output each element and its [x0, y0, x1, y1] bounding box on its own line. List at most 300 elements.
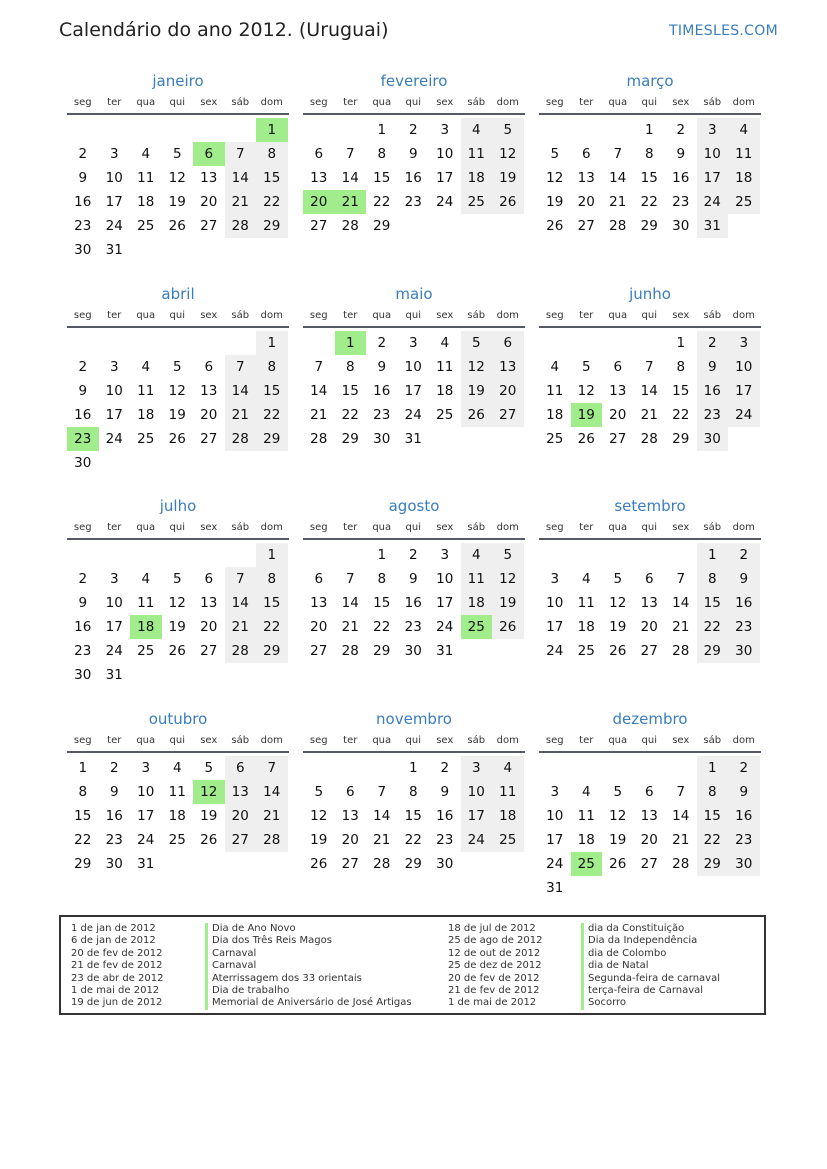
day-cell: 19: [609, 619, 627, 635]
day-cell: 22: [404, 832, 422, 848]
holiday-legend: [59, 915, 766, 1015]
day-cell: 30: [74, 667, 92, 683]
day-cell: 10: [436, 146, 454, 162]
day-cell: 28: [225, 639, 257, 663]
day-cell: 26: [168, 643, 186, 659]
weekday-label: dom: [732, 310, 755, 321]
weekday-label: seg: [309, 522, 328, 533]
day-cell: 28: [310, 431, 328, 447]
day-cell: 25: [137, 431, 155, 447]
day-cell: 19: [546, 194, 564, 210]
day-cell: 6: [613, 359, 623, 375]
day-cell: 28: [225, 427, 257, 451]
weekday-label: seg: [73, 522, 92, 533]
day-cell: 9: [408, 571, 418, 587]
day-cell: 8: [377, 146, 387, 162]
day-cell: 25: [137, 218, 155, 234]
day-cell: 15: [373, 595, 391, 611]
day-cell: 7: [314, 359, 324, 375]
day-cell: 24: [404, 407, 422, 423]
day-cell: 17: [436, 170, 454, 186]
day-cell: 20: [225, 804, 257, 828]
day-cell: 4: [461, 543, 493, 567]
day-cell: 30: [373, 431, 391, 447]
day-cell: 15: [341, 383, 359, 399]
day-cell: 8: [256, 355, 288, 379]
day-cell: 24: [697, 190, 729, 214]
day-cell: 13: [341, 808, 359, 824]
weekday-label: seg: [545, 310, 564, 321]
day-cell: 1: [256, 543, 288, 567]
day-cell: 2: [728, 543, 760, 567]
day-cell: 15: [256, 166, 288, 190]
day-cell: 22: [256, 615, 288, 639]
day-cell: 8: [676, 359, 686, 375]
weekday-header: [303, 735, 525, 753]
day-cell: 13: [200, 383, 218, 399]
day-cell: 9: [676, 146, 686, 162]
weekday-label: qui: [641, 97, 657, 108]
day-cell: 9: [78, 170, 88, 186]
day-cell: 28: [225, 214, 257, 238]
day-cell: 15: [640, 170, 658, 186]
day-cell: 11: [137, 595, 155, 611]
day-cell: 7: [225, 142, 257, 166]
legend-entry: 20 de fev de 2012: [71, 947, 163, 959]
day-cell: 23: [697, 403, 729, 427]
day-cell: 10: [728, 355, 760, 379]
day-cell: 24: [105, 643, 123, 659]
day-cell: 18: [137, 194, 155, 210]
holiday-day-cell: 25: [461, 615, 493, 639]
day-cell: 10: [105, 383, 123, 399]
day-cell: 4: [440, 335, 450, 351]
day-cell: 14: [609, 170, 627, 186]
holiday-day-cell: 1: [256, 118, 288, 142]
day-cell: 5: [172, 359, 182, 375]
day-cell: 8: [78, 784, 88, 800]
weekday-header: [539, 97, 761, 115]
weekday-label: ter: [579, 522, 594, 533]
day-cell: 29: [672, 431, 690, 447]
day-cell: 17: [105, 407, 123, 423]
day-cell: 16: [74, 194, 92, 210]
day-cell: 17: [137, 808, 155, 824]
day-cell: 28: [640, 431, 658, 447]
weekday-label: dom: [496, 735, 519, 746]
day-cell: 6: [492, 331, 524, 355]
day-cell: 16: [105, 808, 123, 824]
day-cell: 4: [141, 359, 151, 375]
day-cell: 19: [492, 591, 524, 615]
day-cell: 26: [609, 856, 627, 872]
day-cell: 31: [105, 242, 123, 258]
day-cell: 18: [461, 166, 493, 190]
weekday-label: sex: [672, 310, 690, 321]
day-cell: 18: [577, 619, 595, 635]
weekday-label: dom: [496, 310, 519, 321]
day-cell: 25: [546, 431, 564, 447]
day-cell: 16: [728, 591, 760, 615]
day-cell: 1: [644, 122, 654, 138]
day-cell: 21: [672, 619, 690, 635]
holiday-day-cell: 1: [335, 331, 367, 355]
day-cell: 8: [345, 359, 355, 375]
day-cell: 12: [461, 355, 493, 379]
day-cell: 20: [310, 619, 328, 635]
legend-entry: dia de Natal: [588, 960, 649, 972]
weekday-label: seg: [545, 97, 564, 108]
day-cell: 17: [461, 804, 493, 828]
day-cell: 5: [172, 146, 182, 162]
holiday-day-cell: 20: [303, 190, 335, 214]
day-cell: 22: [697, 615, 729, 639]
day-cell: 28: [672, 856, 690, 872]
day-cell: 24: [728, 403, 760, 427]
day-cell: 31: [436, 643, 454, 659]
day-cell: 20: [609, 407, 627, 423]
day-cell: 25: [461, 190, 493, 214]
day-cell: 19: [168, 407, 186, 423]
day-cell: 25: [728, 190, 760, 214]
day-cell: 24: [436, 619, 454, 635]
legend-entry: 19 de jun de 2012: [71, 997, 163, 1009]
day-cell: 24: [546, 643, 564, 659]
day-cell: 30: [74, 242, 92, 258]
day-cell: 2: [408, 547, 418, 563]
weekday-header: [67, 97, 289, 115]
weekday-label: seg: [73, 310, 92, 321]
weekday-label: qua: [136, 310, 156, 321]
day-cell: 18: [728, 166, 760, 190]
weekday-label: ter: [343, 97, 358, 108]
day-cell: 7: [225, 567, 257, 591]
legend-entry: 21 de fev de 2012: [71, 960, 163, 972]
legend-entry: 6 de jan de 2012: [71, 935, 156, 947]
day-cell: 11: [577, 808, 595, 824]
day-cell: 8: [697, 780, 729, 804]
weekday-label: sáb: [467, 735, 486, 746]
day-cell: 27: [577, 218, 595, 234]
day-cell: 17: [546, 832, 564, 848]
day-cell: 7: [676, 571, 686, 587]
weekday-label: qui: [405, 97, 421, 108]
day-cell: 3: [461, 756, 493, 780]
weekday-label: sáb: [231, 522, 250, 533]
day-cell: 18: [577, 832, 595, 848]
weekday-label: seg: [309, 735, 328, 746]
day-cell: 11: [137, 170, 155, 186]
day-cell: 12: [577, 383, 595, 399]
day-cell: 23: [404, 194, 422, 210]
weekday-label: qui: [405, 735, 421, 746]
day-cell: 23: [105, 832, 123, 848]
day-cell: 2: [109, 760, 119, 776]
day-cell: 19: [310, 832, 328, 848]
day-cell: 7: [225, 355, 257, 379]
day-cell: 3: [141, 760, 151, 776]
day-cell: 29: [256, 639, 288, 663]
day-cell: 29: [404, 856, 422, 872]
day-cell: 29: [640, 218, 658, 234]
day-cell: 31: [546, 880, 564, 896]
day-cell: 1: [408, 760, 418, 776]
weekday-label: ter: [107, 310, 122, 321]
day-cell: 17: [105, 194, 123, 210]
weekday-label: qua: [372, 97, 392, 108]
weekday-label: seg: [73, 735, 92, 746]
day-cell: 10: [461, 780, 493, 804]
legend-left-names: [212, 923, 412, 1010]
day-cell: 7: [676, 784, 686, 800]
day-cell: 28: [609, 218, 627, 234]
day-cell: 26: [310, 856, 328, 872]
day-cell: 7: [613, 146, 623, 162]
day-cell: 1: [256, 331, 288, 355]
weekday-label: ter: [107, 97, 122, 108]
day-cell: 19: [461, 379, 493, 403]
day-cell: 24: [105, 218, 123, 234]
day-cell: 3: [697, 118, 729, 142]
day-cell: 6: [204, 359, 214, 375]
legend-right-names: [588, 923, 720, 1010]
day-cell: 23: [373, 407, 391, 423]
day-cell: 3: [728, 331, 760, 355]
day-cell: 10: [105, 170, 123, 186]
day-cell: 4: [492, 756, 524, 780]
day-cell: 11: [461, 567, 493, 591]
day-cell: 15: [373, 170, 391, 186]
month-name: junho: [629, 285, 671, 303]
day-cell: 30: [74, 455, 92, 471]
day-cell: 30: [697, 427, 729, 451]
day-cell: 6: [345, 784, 355, 800]
day-cell: 8: [644, 146, 654, 162]
weekday-label: sáb: [231, 310, 250, 321]
day-cell: 20: [341, 832, 359, 848]
day-cell: 9: [109, 784, 119, 800]
day-cell: 2: [78, 146, 88, 162]
weekday-header: [303, 522, 525, 540]
day-cell: 26: [577, 431, 595, 447]
day-cell: 5: [550, 146, 560, 162]
page-title: Calendário do ano 2012. (Uruguai): [59, 19, 389, 41]
weekday-label: qua: [608, 522, 628, 533]
day-cell: 10: [137, 784, 155, 800]
legend-entry: Dia de Ano Novo: [212, 923, 296, 934]
day-cell: 12: [310, 808, 328, 824]
legend-entry: dia da Constituição: [588, 923, 685, 934]
day-cell: 15: [404, 808, 422, 824]
day-cell: 21: [256, 804, 288, 828]
day-cell: 10: [546, 808, 564, 824]
weekday-label: sex: [200, 97, 218, 108]
day-cell: 12: [609, 595, 627, 611]
day-cell: 4: [581, 784, 591, 800]
weekday-label: ter: [343, 310, 358, 321]
day-cell: 2: [440, 760, 450, 776]
day-cell: 26: [492, 190, 524, 214]
day-cell: 4: [141, 571, 151, 587]
day-cell: 13: [310, 595, 328, 611]
day-cell: 29: [373, 218, 391, 234]
weekday-label: sex: [436, 522, 454, 533]
day-cell: 5: [172, 571, 182, 587]
weekday-label: qua: [136, 735, 156, 746]
day-cell: 9: [697, 355, 729, 379]
day-cell: 12: [168, 170, 186, 186]
day-cell: 9: [408, 146, 418, 162]
day-cell: 10: [404, 359, 422, 375]
day-cell: 30: [672, 218, 690, 234]
weekday-label: sáb: [703, 522, 722, 533]
day-cell: 8: [408, 784, 418, 800]
day-cell: 31: [137, 856, 155, 872]
day-cell: 10: [697, 142, 729, 166]
day-cell: 21: [672, 832, 690, 848]
day-cell: 2: [697, 331, 729, 355]
day-cell: 8: [697, 567, 729, 591]
legend-entry: Segunda-feira de carnaval: [588, 972, 721, 984]
day-cell: 2: [408, 122, 418, 138]
legend-entry: Socorro: [588, 997, 627, 1009]
day-cell: 11: [137, 383, 155, 399]
holiday-day-cell: 25: [571, 852, 603, 876]
day-cell: 27: [341, 856, 359, 872]
day-cell: 14: [373, 808, 391, 824]
day-cell: 14: [672, 595, 690, 611]
day-cell: 8: [256, 567, 288, 591]
day-cell: 3: [109, 359, 119, 375]
day-cell: 24: [436, 194, 454, 210]
day-cell: 6: [644, 784, 654, 800]
weekday-label: sex: [672, 522, 690, 533]
weekday-label: dom: [260, 310, 283, 321]
day-cell: 24: [105, 431, 123, 447]
day-cell: 12: [492, 567, 524, 591]
day-cell: 29: [697, 639, 729, 663]
weekday-label: dom: [260, 97, 283, 108]
day-cell: 27: [225, 828, 257, 852]
day-cell: 2: [78, 571, 88, 587]
day-cell: 27: [200, 218, 218, 234]
weekday-label: seg: [309, 310, 328, 321]
day-cell: 18: [546, 407, 564, 423]
day-cell: 23: [728, 615, 760, 639]
month-name: março: [626, 72, 674, 90]
day-cell: 18: [492, 804, 524, 828]
day-cell: 28: [256, 828, 288, 852]
weekday-label: qui: [405, 310, 421, 321]
weekday-label: seg: [545, 735, 564, 746]
weekday-header: [303, 97, 525, 115]
day-cell: 14: [672, 808, 690, 824]
day-cell: 26: [461, 403, 493, 427]
day-cell: 29: [256, 214, 288, 238]
day-cell: 30: [436, 856, 454, 872]
weekday-label: qui: [169, 735, 185, 746]
legend-entry: Aterrissagem dos 33 orientais: [212, 972, 362, 984]
day-cell: 2: [728, 756, 760, 780]
day-cell: 3: [440, 547, 450, 563]
day-cell: 6: [581, 146, 591, 162]
day-cell: 14: [310, 383, 328, 399]
weekday-label: ter: [579, 310, 594, 321]
weekday-label: sáb: [467, 522, 486, 533]
day-cell: 1: [697, 756, 729, 780]
day-cell: 1: [377, 122, 387, 138]
day-cell: 9: [728, 567, 760, 591]
day-cell: 21: [225, 403, 257, 427]
weekday-label: dom: [732, 735, 755, 746]
legend-entry: Dia da Independência: [588, 935, 698, 947]
brand-logo[interactable]: TIMESLES.COM: [669, 23, 778, 39]
weekday-label: dom: [260, 522, 283, 533]
day-cell: 29: [256, 427, 288, 451]
day-cell: 23: [404, 619, 422, 635]
day-cell: 22: [373, 194, 391, 210]
day-cell: 9: [440, 784, 450, 800]
legend-entry: Carnaval: [212, 947, 257, 959]
day-cell: 16: [404, 595, 422, 611]
holiday-day-cell: 18: [130, 615, 162, 639]
weekday-header: [539, 310, 761, 328]
legend-right-dates: [448, 923, 542, 1010]
legend-entry: 1 de mai de 2012: [71, 984, 160, 996]
day-cell: 19: [609, 832, 627, 848]
day-cell: 23: [436, 832, 454, 848]
day-cell: 6: [644, 571, 654, 587]
day-cell: 28: [341, 218, 359, 234]
month-name: fevereiro: [380, 72, 448, 90]
weekday-header: [67, 735, 289, 753]
day-cell: 4: [550, 359, 560, 375]
day-cell: 22: [373, 619, 391, 635]
day-cell: 17: [404, 383, 422, 399]
day-cell: 30: [105, 856, 123, 872]
day-cell: 25: [137, 643, 155, 659]
day-cell: 26: [546, 218, 564, 234]
weekday-label: qua: [372, 310, 392, 321]
day-cell: 15: [697, 591, 729, 615]
day-cell: 16: [373, 383, 391, 399]
day-cell: 26: [168, 218, 186, 234]
day-cell: 22: [697, 828, 729, 852]
day-cell: 23: [672, 194, 690, 210]
day-cell: 17: [728, 379, 760, 403]
day-cell: 19: [168, 619, 186, 635]
weekday-label: seg: [73, 97, 92, 108]
weekday-label: sáb: [467, 97, 486, 108]
weekday-label: qua: [608, 97, 628, 108]
day-cell: 27: [640, 856, 658, 872]
weekday-label: sex: [436, 97, 454, 108]
day-cell: 5: [492, 118, 524, 142]
day-cell: 9: [78, 595, 88, 611]
day-cell: 15: [672, 383, 690, 399]
day-cell: 8: [256, 142, 288, 166]
day-cell: 20: [640, 619, 658, 635]
day-cell: 7: [256, 756, 288, 780]
legend-entry: terça-feira de Carnaval: [588, 984, 704, 996]
legend-entry: 12 de out de 2012: [448, 947, 541, 959]
month-name: dezembro: [612, 710, 688, 728]
weekday-label: qui: [169, 310, 185, 321]
day-cell: 21: [609, 194, 627, 210]
day-cell: 3: [408, 335, 418, 351]
weekday-label: sáb: [231, 97, 250, 108]
weekday-label: sex: [200, 310, 218, 321]
